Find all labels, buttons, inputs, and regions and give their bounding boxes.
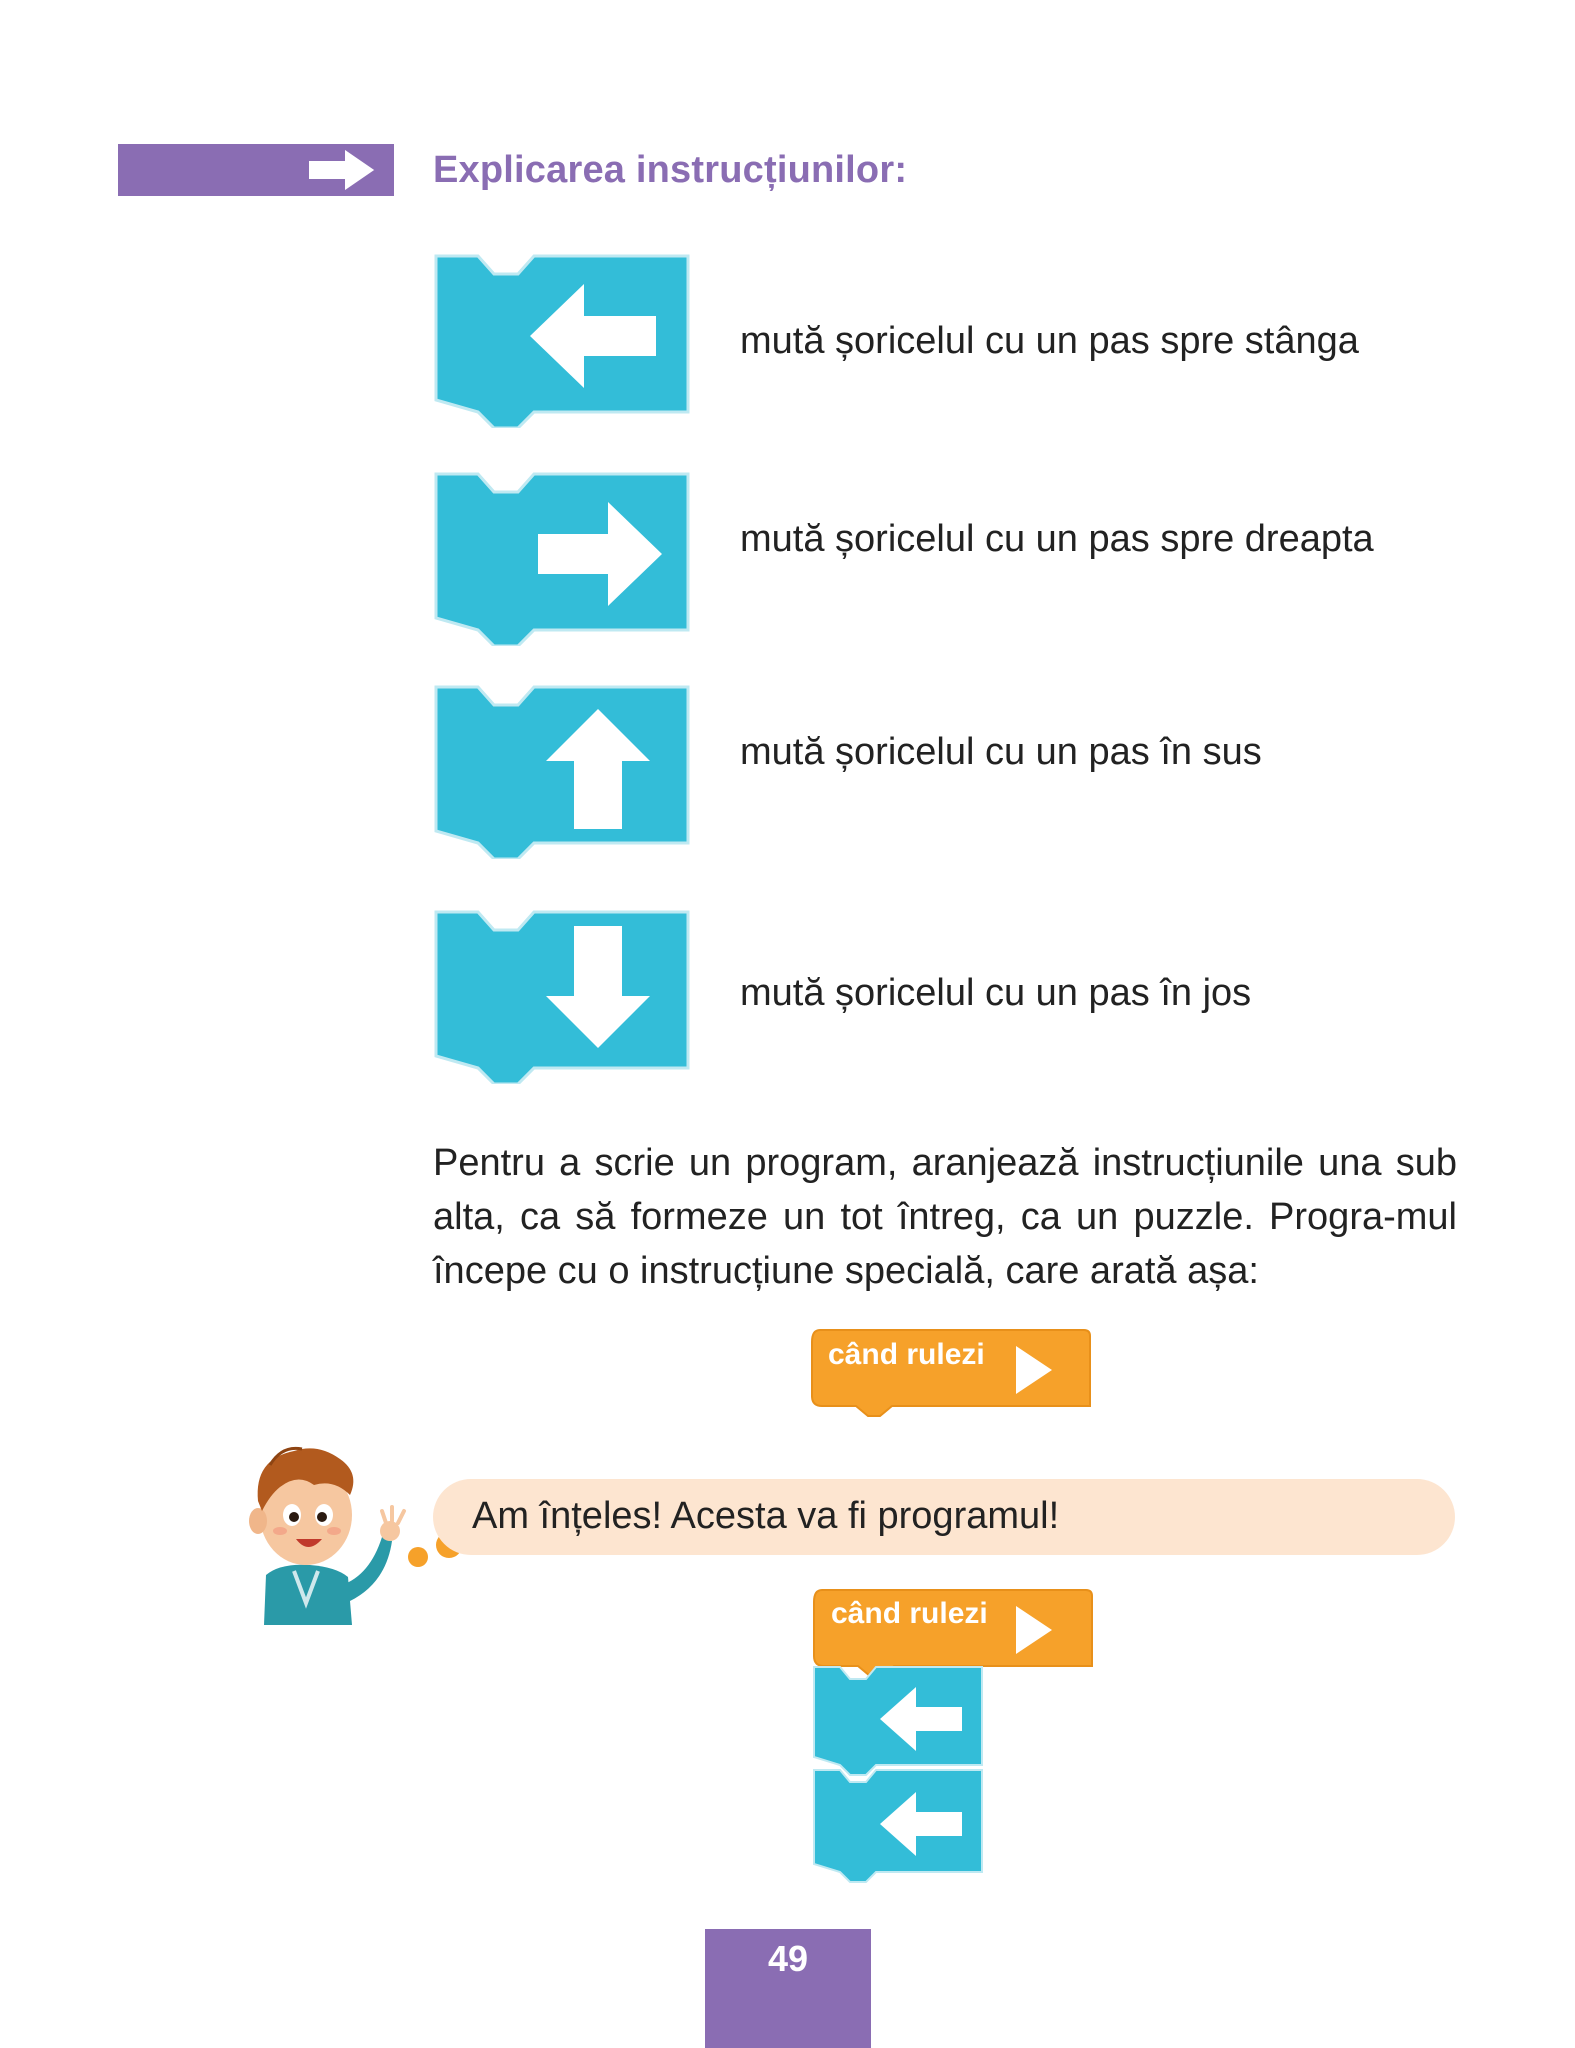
boy-illustration [210,1425,420,1625]
program-move-left-block-1 [810,1665,986,1777]
speech-bubble-text: Am înțeles! Acesta va fi programul! [472,1495,1060,1537]
speech-dot [408,1547,428,1567]
instruction-text-up: mută șoricelul cu un pas în sus [740,731,1262,773]
instructions-paragraph: Pentru a scrie un program, aranjează instrucțiunile una sub alta, ca să formeze un tot întreg, ca un puzzle. Progra-mul începe cu o instrucțiune specială, care arată așa: [433,1142,1457,1292]
instruction-text-down: mută șoricelul cu un pas în jos [740,972,1252,1014]
program-move-left-block-2 [810,1768,986,1884]
when-run-label: când rulezi [828,1338,985,1371]
page-number: 49 [767,1938,809,1979]
move-up-block [432,683,692,859]
instruction-text-right: mută șoricelul cu un pas spre dreapta [740,518,1374,560]
move-left-block [432,252,692,428]
section-title: Explicarea instrucțiunilor: [433,149,908,191]
move-down-block [432,908,692,1084]
instruction-text-left: mută șoricelul cu un pas spre stânga [740,320,1359,362]
move-right-block [432,470,692,646]
program-when-run-label: când rulezi [831,1597,988,1630]
arrow-right-icon [300,144,392,196]
